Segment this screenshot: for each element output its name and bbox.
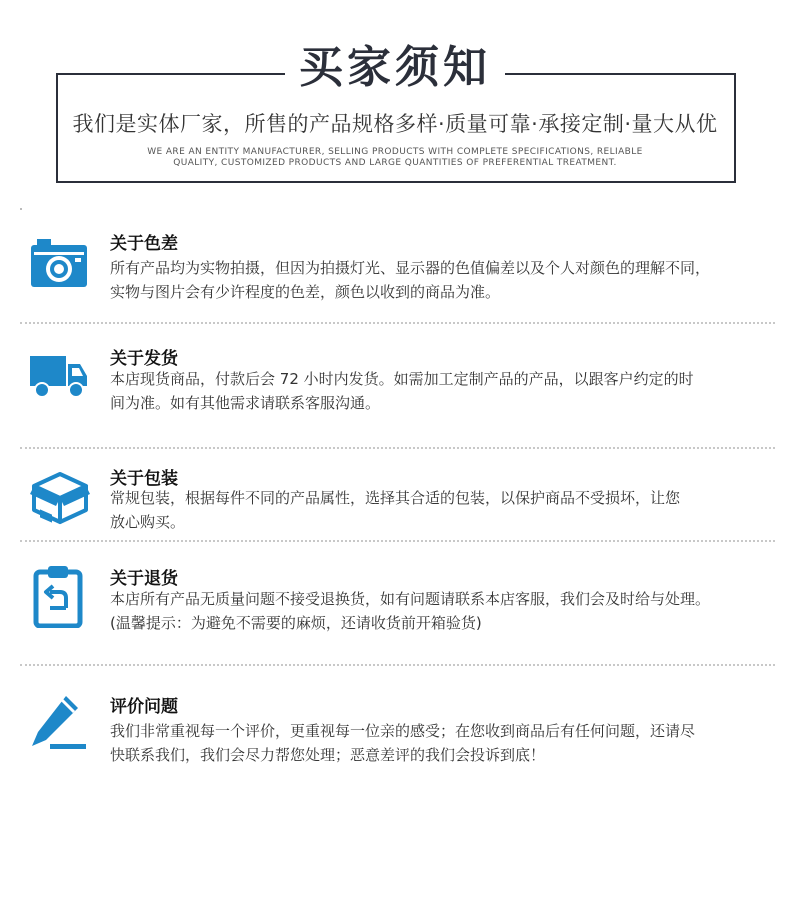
section-body-line: 本店所有产品无质量问题不接受退换货，如有问题请联系本店客服，我们会及时给与处理。	[110, 590, 711, 608]
divider	[20, 664, 775, 666]
section-body-line: 快联系我们，我们会尽力帮您处理；恶意差评的我们会投诉到底！	[110, 746, 546, 764]
divider	[20, 322, 775, 324]
section-body-line: 放心购买。	[110, 513, 186, 531]
section-body-line: 所有产品均为实物拍摄，但因为拍摄灯光、显示器的色值偏差以及个人对颜色的理解不同，	[110, 259, 711, 277]
truck-icon	[28, 346, 88, 406]
section-body	[110, 719, 770, 767]
clipboard-return-icon	[28, 564, 88, 624]
section-title: 评价问题	[110, 697, 178, 717]
header-english-text	[0, 147, 790, 169]
header-english-line-2: QUALITY, CUSTOMIZED PRODUCTS AND LARGE QUANTITIES OF PREFERENTIAL TREATMENT.	[173, 158, 617, 168]
header-english-line-1: WE ARE AN ENTITY MANUFACTURER, SELLING PRODUCTS WITH COMPLETE SPECIFICATIONS, RELIABLE	[147, 147, 643, 157]
section-body-line: 间为准。如有其他需求请联系客服沟通。	[110, 394, 381, 412]
camera-icon	[28, 233, 88, 293]
section-title: 关于色差	[110, 234, 178, 254]
pencil-icon	[28, 692, 88, 752]
section-body	[110, 367, 770, 415]
section-title: 关于包装	[110, 469, 178, 489]
box-icon	[28, 464, 88, 524]
section-body-line: 常规包装，根据每件不同的产品属性，选择其合适的包装，以保护商品不受损坏，让您	[110, 489, 681, 507]
section-body-line: 我们非常重视每一个评价，更重视每一位亲的感受；在您收到商品后有任何问题，还请尽	[110, 722, 696, 740]
header-subtitle: 我们是实体厂家，所售的产品规格多样·质量可靠·承接定制·量大从优	[72, 112, 718, 136]
section-body	[110, 486, 770, 534]
section-body	[110, 256, 770, 304]
section-title: 关于退货	[110, 569, 178, 589]
page-title: 买家须知	[285, 38, 505, 98]
section-body-line: 实物与图片会有少许程度的色差，颜色以收到的商品为准。	[110, 283, 501, 301]
divider	[20, 447, 775, 449]
section-body	[110, 587, 770, 635]
section-title: 关于发货	[110, 349, 178, 369]
section-body-line: (温馨提示：为避免不需要的麻烦，还请收货前开箱验货)	[110, 614, 482, 632]
section-body-line: 本店现货商品，付款后会 72 小时内发货。如需加工定制产品的产品，以跟客户约定的时	[110, 370, 694, 388]
edge-dot	[20, 208, 22, 210]
header-title-wrap	[0, 38, 790, 98]
divider	[20, 540, 775, 542]
